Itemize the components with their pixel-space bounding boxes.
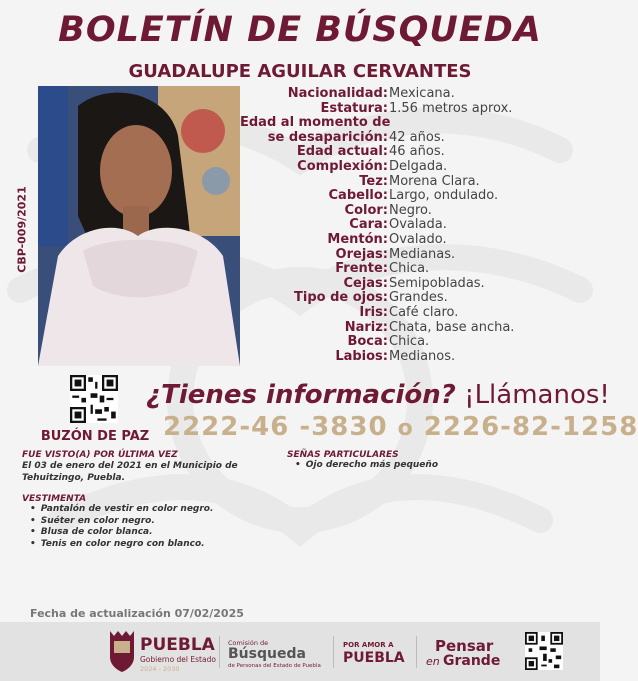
bulletin-title: BOLETÍN DE BÚSQUEDA <box>58 10 542 50</box>
puebla-logo-text: PUEBLA <box>140 635 215 655</box>
missing-person-photo <box>38 86 240 366</box>
footer-qr-code[interactable] <box>525 632 563 670</box>
attribute-row: Labios: Medianos. <box>335 348 456 364</box>
attribute-row: Complexión: Delgada. <box>297 158 448 174</box>
attribute-row: Cara: Ovalada. <box>349 217 447 233</box>
footer-divider <box>219 636 220 668</box>
attribute-row: Tipo de ojos: Grandes. <box>294 290 448 306</box>
grande-logo-text: Grande <box>443 653 501 669</box>
attribute-row: Edad actual: 46 años. <box>296 144 445 160</box>
list-item: • Blusa de color blanca. <box>30 527 272 539</box>
footer-logos <box>0 622 600 681</box>
attribute-row: Boca: Chica. <box>347 334 430 350</box>
attribute-row: Cejas: Semipobladas. <box>343 275 485 291</box>
attribute-row: Nacionalidad: Mexicana. <box>287 86 455 101</box>
attribute-row: Cabello: Largo, ondulado. <box>328 188 499 204</box>
pensar-logo-text: Pensar <box>435 637 494 655</box>
gobierno-years: 2024 - 2030 <box>140 665 180 673</box>
distinguishing-features-section <box>287 450 487 472</box>
comision-logo-text: Comisión de <box>228 639 269 647</box>
cta-call: ¡Llámanos! <box>464 380 610 410</box>
attribute-row: Iris: Café claro. <box>359 304 459 320</box>
puebla-crest-icon <box>107 631 137 673</box>
attribute-row: Frente: Chica. <box>335 261 430 277</box>
list-item: • Suéter en color negro. <box>30 516 272 528</box>
last-seen-heading: FUE VISTO(A) POR ÚLTIMA VEZ <box>22 450 178 460</box>
footer-divider <box>416 636 417 668</box>
attribute-row: Orejas: Medianas. <box>335 246 456 262</box>
list-item: • Pantalón de vestir en color negro. <box>30 504 272 516</box>
update-date: Fecha de actualización 07/02/2025 <box>30 607 244 620</box>
cta-question: ¿Tienes información? <box>146 380 456 410</box>
clothing-section <box>22 494 272 550</box>
attribute-row: Mentón: Ovalado. <box>327 231 447 247</box>
physical-description <box>240 87 590 364</box>
attribute-row: se desaparición: 42 años. <box>267 129 445 145</box>
phone-number-1[interactable]: 2222-46 -3830 <box>163 412 388 442</box>
features-heading: SEÑAS PARTICULARES <box>287 450 399 460</box>
gobierno-logo-text: Gobierno del Estado <box>140 655 216 664</box>
phone-connector: o <box>397 416 414 441</box>
en-logo-text: en <box>426 655 440 668</box>
busqueda-logo-text: Búsqueda <box>228 646 306 662</box>
clothing-heading: VESTIMENTA <box>22 494 87 504</box>
list-item: • Tenis en color negro con blanco. <box>30 539 272 551</box>
puebla-amor-logo-text: PUEBLA <box>343 650 405 666</box>
phone-number-2[interactable]: 2226-82-1258 <box>423 412 638 442</box>
last-seen-text: El 03 de enero del 2021 en el Municipio de Tehuitzingo, Puebla. <box>22 461 238 483</box>
attribute-row: Edad al momento de <box>240 115 391 131</box>
buzon-de-paz-label: BUZÓN DE PAZ <box>40 429 150 444</box>
attribute-row: Nariz: Chata, base ancha. <box>344 319 515 335</box>
comision-subtext: de Personas del Estado de Puebla <box>228 663 321 669</box>
attribute-row: Color: Negro. <box>344 202 432 218</box>
list-item: • Ojo derecho más pequeño <box>295 460 487 472</box>
attribute-row: Tez: Morena Clara. <box>359 173 480 189</box>
last-seen-section <box>22 450 262 484</box>
por-amor-logo-text: POR AMOR A <box>343 641 394 649</box>
attribute-row: Estatura: 1.56 metros aprox. <box>320 100 513 116</box>
footer-divider <box>333 636 334 668</box>
buzon-qr-code[interactable] <box>70 375 118 423</box>
missing-person-name: GUADALUPE AGUILAR CERVANTES <box>128 61 472 82</box>
call-to-action <box>146 380 610 410</box>
phone-numbers <box>163 412 638 442</box>
